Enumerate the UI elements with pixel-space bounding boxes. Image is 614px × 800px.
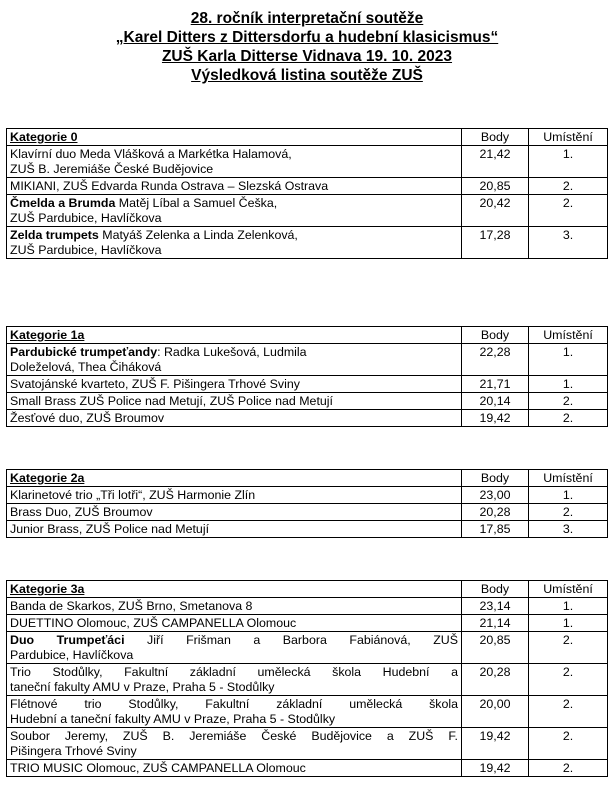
ensemble-text: Klarinetové trio „Tři lotři“, ZUŠ Harmonie Zlín bbox=[10, 488, 256, 502]
category-header-row bbox=[7, 581, 608, 598]
ensemble-name: Zelda trumpets bbox=[10, 228, 99, 242]
points-cell: 19,42 bbox=[462, 760, 529, 777]
ensemble-cell bbox=[7, 760, 462, 777]
points-cell: 20,00 bbox=[462, 696, 529, 728]
category-header-row bbox=[7, 129, 608, 146]
table-row bbox=[7, 487, 608, 504]
ensemble-text-line2: Hudební a taneční fakulty AMU v Praze, Praha 5 - Stodůlky bbox=[10, 712, 336, 726]
competition-subtitle: „Karel Ditters z Dittersdorfu a hudební klasicismus“ bbox=[115, 29, 499, 46]
placement-header: Umístění bbox=[529, 581, 608, 598]
table-row bbox=[7, 696, 608, 728]
ensemble-text-line2: Pišingera Trhové Sviny bbox=[10, 744, 137, 758]
category-name: Kategorie 2a bbox=[7, 470, 462, 487]
ensemble-text: Žesťové duo, ZUŠ Broumov bbox=[10, 411, 165, 425]
table-row bbox=[7, 195, 608, 227]
ensemble-cell bbox=[7, 632, 462, 664]
category-header-row bbox=[7, 327, 608, 344]
ensemble-text: Flétnové trio Stodůlky, Fakultní základní umělecká škola bbox=[10, 697, 458, 711]
table-row bbox=[7, 504, 608, 521]
points-cell: 21,42 bbox=[462, 146, 529, 178]
table-row bbox=[7, 376, 608, 393]
points-cell: 21,14 bbox=[462, 615, 529, 632]
placement-cell: 1. bbox=[529, 146, 608, 178]
points-header: Body bbox=[462, 129, 529, 146]
ensemble-text: Junior Brass, ZUŠ Police nad Metují bbox=[10, 522, 210, 536]
category-table bbox=[6, 128, 608, 259]
ensemble-cell bbox=[7, 487, 462, 504]
points-cell: 19,42 bbox=[462, 728, 529, 760]
points-cell: 22,28 bbox=[462, 344, 529, 376]
points-cell: 19,42 bbox=[462, 410, 529, 427]
ensemble-text: Trio Stodůlky, Fakultní základní umělecká škola Hudební a bbox=[10, 665, 458, 679]
ensemble-text: TRIO MUSIC Olomouc, ZUŠ CAMPANELLA Olomouc bbox=[10, 761, 306, 775]
table-row bbox=[7, 344, 608, 376]
category-table bbox=[6, 580, 608, 777]
ensemble-cell bbox=[7, 227, 462, 259]
placement-cell: 2. bbox=[529, 664, 608, 696]
ensemble-text: Small Brass ZUŠ Police nad Metují, ZUŠ Police nad Metují bbox=[10, 394, 333, 408]
category-name: Kategorie 3a bbox=[7, 581, 462, 598]
points-cell: 23,00 bbox=[462, 487, 529, 504]
ensemble-cell bbox=[7, 393, 462, 410]
ensemble-cell bbox=[7, 195, 462, 227]
ensemble-text: MIKIANI, ZUŠ Edvarda Runda Ostrava – Slezská Ostrava bbox=[10, 179, 329, 193]
table-row bbox=[7, 410, 608, 427]
ensemble-name: Čmelda a Brumda bbox=[10, 196, 116, 210]
placement-cell: 1. bbox=[529, 487, 608, 504]
ensemble-cell bbox=[7, 146, 462, 178]
ensemble-cell bbox=[7, 664, 462, 696]
table-row bbox=[7, 146, 608, 178]
ensemble-text: DUETTINO Olomouc, ZUŠ CAMPANELLA Olomouc bbox=[10, 616, 297, 630]
ensemble-text: Soubor Jeremy, ZUŠ B. Jeremiáše České Budějovice a ZUŠ F. bbox=[10, 729, 458, 743]
ensemble-text: Svatojánské kvarteto, ZUŠ F. Pišingera Trhové Sviny bbox=[10, 377, 300, 391]
placement-cell: 2. bbox=[529, 195, 608, 227]
table-row bbox=[7, 760, 608, 777]
ensemble-cell bbox=[7, 728, 462, 760]
category-name: Kategorie 1a bbox=[7, 327, 462, 344]
ensemble-cell bbox=[7, 615, 462, 632]
ensemble-cell bbox=[7, 521, 462, 538]
competition-title: 28. ročník interpretační soutěže bbox=[190, 10, 424, 27]
ensemble-text: Brass Duo, ZUŠ Broumov bbox=[10, 505, 153, 519]
placement-cell: 2. bbox=[529, 696, 608, 728]
points-cell: 21,71 bbox=[462, 376, 529, 393]
placement-cell: 1. bbox=[529, 344, 608, 376]
placement-cell: 3. bbox=[529, 521, 608, 538]
table-row bbox=[7, 632, 608, 664]
points-cell: 20,85 bbox=[462, 632, 529, 664]
points-header: Body bbox=[462, 327, 529, 344]
ensemble-cell bbox=[7, 696, 462, 728]
ensemble-cell bbox=[7, 344, 462, 376]
results-title: Výsledková listina soutěže ZUŠ bbox=[191, 67, 423, 84]
placement-cell: 1. bbox=[529, 615, 608, 632]
table-row bbox=[7, 521, 608, 538]
ensemble-cell bbox=[7, 410, 462, 427]
ensemble-text: Matěj Líbal a Samuel Češka, bbox=[115, 196, 278, 210]
ensemble-cell bbox=[7, 376, 462, 393]
ensemble-text-line2: ZUŠ Pardubice, Havlíčkova bbox=[10, 243, 162, 257]
placement-cell: 2. bbox=[529, 760, 608, 777]
category-name: Kategorie 0 bbox=[7, 129, 462, 146]
ensemble-cell bbox=[7, 598, 462, 615]
placement-header: Umístění bbox=[529, 129, 608, 146]
points-cell: 17,28 bbox=[462, 227, 529, 259]
points-cell: 20,28 bbox=[462, 504, 529, 521]
ensemble-text: Jiří Frišman a Barbora Fabiánová, ZUŠ bbox=[124, 633, 458, 647]
ensemble-text-line2: Pardubice, Havlíčkova bbox=[10, 648, 134, 662]
placement-header: Umístění bbox=[529, 327, 608, 344]
ensemble-text: Klavírní duo Meda Vlášková a Markétka Halamová, bbox=[10, 147, 292, 161]
points-cell: 20,42 bbox=[462, 195, 529, 227]
category-table bbox=[6, 469, 608, 538]
points-cell: 23,14 bbox=[462, 598, 529, 615]
placement-cell: 3. bbox=[529, 227, 608, 259]
ensemble-cell bbox=[7, 504, 462, 521]
table-row bbox=[7, 728, 608, 760]
points-header: Body bbox=[462, 470, 529, 487]
placement-header: Umístění bbox=[529, 470, 608, 487]
venue-date: ZUŠ Karla Ditterse Vidnava 19. 10. 2023 bbox=[161, 48, 453, 65]
placement-cell: 2. bbox=[529, 410, 608, 427]
ensemble-text-line2: taneční fakulty AMU v Praze, Praha 5 - Stodůlky bbox=[10, 680, 275, 694]
table-row bbox=[7, 393, 608, 410]
table-row bbox=[7, 598, 608, 615]
ensemble-text: Banda de Skarkos, ZUŠ Brno, Smetanova 8 bbox=[10, 599, 253, 613]
placement-cell: 1. bbox=[529, 376, 608, 393]
placement-cell: 2. bbox=[529, 632, 608, 664]
ensemble-name: Pardubické trumpeťandy bbox=[10, 345, 158, 359]
ensemble-cell bbox=[7, 178, 462, 195]
points-cell: 20,14 bbox=[462, 393, 529, 410]
document-header bbox=[0, 9, 614, 85]
table-row bbox=[7, 227, 608, 259]
placement-cell: 1. bbox=[529, 598, 608, 615]
points-header: Body bbox=[462, 581, 529, 598]
placement-cell: 2. bbox=[529, 504, 608, 521]
placement-cell: 2. bbox=[529, 393, 608, 410]
placement-cell: 2. bbox=[529, 728, 608, 760]
table-row bbox=[7, 178, 608, 195]
ensemble-text-line2: ZUŠ B. Jeremiáše České Budějovice bbox=[10, 162, 214, 176]
points-cell: 20,28 bbox=[462, 664, 529, 696]
ensemble-text: : Radka Lukešová, Ludmila bbox=[157, 345, 307, 359]
table-row bbox=[7, 615, 608, 632]
ensemble-name: Duo Trumpeťáci bbox=[10, 633, 125, 647]
placement-cell: 2. bbox=[529, 178, 608, 195]
ensemble-text-line2: Doleželová, Thea Čiháková bbox=[10, 360, 162, 374]
ensemble-text-line2: ZUŠ Pardubice, Havlíčkova bbox=[10, 211, 162, 225]
ensemble-text: Matyáš Zelenka a Linda Zelenková, bbox=[98, 228, 298, 242]
points-cell: 20,85 bbox=[462, 178, 529, 195]
table-row bbox=[7, 664, 608, 696]
category-header-row bbox=[7, 470, 608, 487]
category-table bbox=[6, 326, 608, 427]
points-cell: 17,85 bbox=[462, 521, 529, 538]
